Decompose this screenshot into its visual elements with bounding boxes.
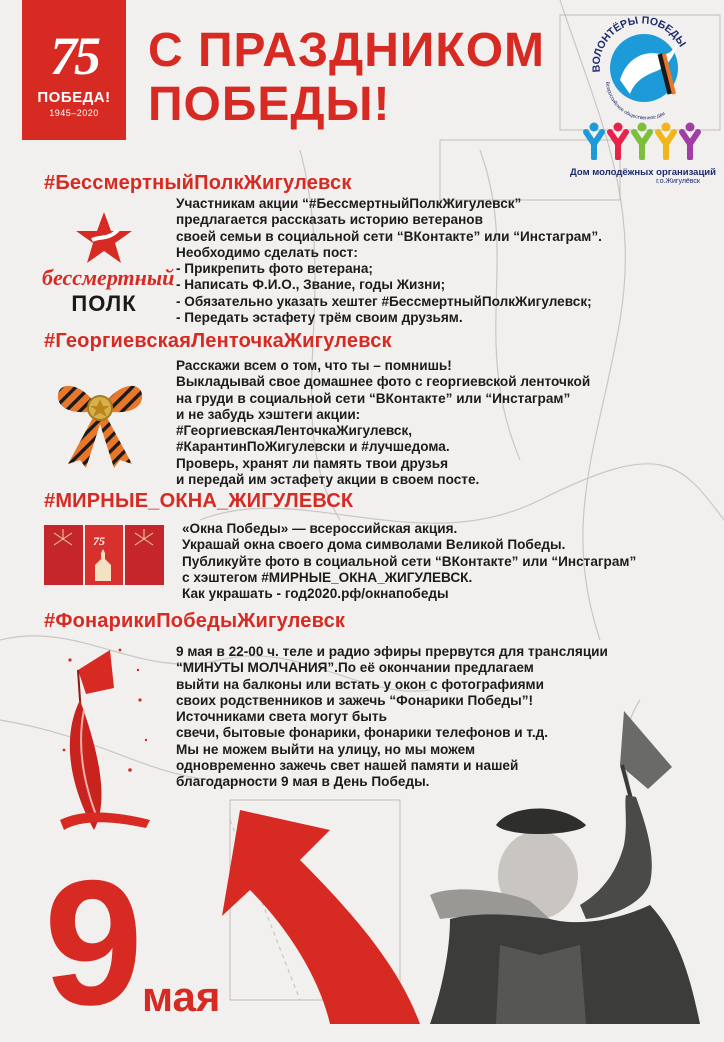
text-line: «Окна Победы» — всероссийская акция. — [182, 521, 458, 536]
volunteers-logo — [586, 10, 698, 120]
text-line: Расскажи всем о том, что ты – помнишь! — [176, 358, 452, 373]
title-line-1: С ПРАЗДНИКОМ — [148, 24, 546, 77]
victory-windows-image — [44, 525, 164, 585]
text-line: 9 мая в 22-00 ч. теле и радио эфиры прервутся для трансляции — [176, 644, 608, 659]
text-line: Украшай окна своего дома символами Великой Победы. — [182, 537, 566, 553]
text-line: свечи, бытовые фонарики, фонарики телефонов и т.д. — [176, 725, 549, 741]
date-month: мая — [142, 973, 221, 1020]
immortal-regiment-logo — [42, 210, 175, 316]
window-panel-center — [85, 525, 124, 585]
volunteers-subtitle: Всероссийское общественное дви — [603, 81, 667, 120]
text-line: - Передать эстафету трём своим друзьям. — [176, 310, 463, 326]
text-line: своих родственников и зажечь “Фонарики Победы”! — [176, 692, 534, 708]
section-hashtag-ribbon: #ГеоргиевскаяЛенточкаЖигулевск — [44, 330, 392, 352]
st-george-ribbon-icon — [50, 368, 150, 468]
window-panel-left — [44, 525, 83, 585]
date-day: 9 — [44, 843, 143, 1042]
text-line: одновременно зажечь свет нашей памяти и нашей — [176, 758, 519, 774]
logo-word: ПОБЕДА! — [37, 88, 111, 106]
firework-icon — [44, 525, 82, 585]
text-line: “МИНУТЫ МОЛЧАНИЯ”.По её окончании предлагаем — [176, 660, 534, 676]
kremlin-icon — [85, 525, 123, 585]
logo-years: 1945–2020 — [49, 107, 99, 118]
title-line-2: ПОБЕДЫ! — [148, 78, 391, 131]
section-hashtag-lanterns: #ФонарикиПобедыЖигулевск — [44, 610, 346, 632]
polk-word: бессмертный — [42, 265, 175, 290]
signaller-girl-photo — [410, 705, 724, 1024]
section-hashtag-polk: #БессмертныйПолкЖигулевск — [44, 172, 352, 194]
text-line: #ГеоргиевскаяЛенточкаЖигулевск, — [176, 423, 413, 439]
text-line: Необходимо сделать пост: — [176, 244, 358, 260]
youth-house-city: г.о.Жигулёвск — [656, 178, 700, 185]
text-line: Мы не можем выйти на улицу, но мы можем — [176, 741, 476, 757]
text-line: Публикуйте фото в социальной сети “ВКонтакте” или “Инстаграм” — [182, 553, 637, 569]
text-line: Как украшать - год2020.рф/окнапобеды — [182, 586, 449, 602]
section-hashtag-windows: #МИРНЫЕ_ОКНА_ЖИГУЛЕВСК — [44, 490, 354, 512]
text-line: - Прикрепить фото ветерана; — [176, 261, 373, 277]
text-line: #КарантинПоЖигулевски и #лучшедома. — [176, 439, 450, 455]
svg-text:75: 75 — [92, 534, 105, 548]
text-line: благодарности 9 мая в День Победы. — [176, 774, 430, 790]
youth-house-name: Дом молодёжных организаций — [570, 167, 716, 178]
section-text-ribbon — [176, 358, 590, 488]
page-title — [148, 24, 568, 132]
text-line: Источниками света могут быть — [176, 709, 387, 725]
victory-75-logo — [22, 0, 126, 140]
people-icon — [578, 122, 708, 160]
text-line: выйти на балконы или встать у окон с фотографиями — [176, 676, 544, 692]
text-line: Участникам акции “#БессмертныйПолкЖигулевск” — [176, 196, 522, 211]
dove-icon — [586, 10, 698, 120]
text-line: - Обязательно указать хештег #БессмертныйПолкЖигулевск; — [176, 293, 592, 309]
text-line: Проверь, хранят ли память твои друзья — [176, 455, 449, 471]
text-line: - Написать Ф.И.О., Звание, годы Жизни; — [176, 277, 446, 293]
polk-sub: ПОЛК — [71, 291, 137, 316]
text-line: и передай им эстафету акции в своем посте. — [176, 472, 480, 488]
text-line: предлагается рассказать историю ветеранов — [176, 212, 483, 228]
section-text-polk — [176, 196, 602, 326]
text-line: своей семьи в социальной сети “ВКонтакте” или “Инстаграм”. — [176, 228, 602, 244]
text-line: и не забудь хэштеги акции: — [176, 406, 361, 422]
volunteers-title: ВОЛОНТЁРЫ ПОБЕДЫ — [590, 14, 689, 73]
logo-number: 75 — [50, 25, 98, 86]
firework-icon — [125, 525, 163, 585]
star-icon — [74, 210, 134, 266]
section-text-windows — [182, 521, 636, 602]
text-line: на груди в социальной сети “ВКонтакте” или “Инстаграм” — [176, 390, 571, 406]
window-panel-right — [125, 525, 164, 585]
text-line: Выкладывай свое домашнее фото с георгиевской ленточкой — [176, 374, 591, 390]
text-line: с хэштегом #МИРНЫЕ_ОКНА_ЖИГУЛЕВСК. — [182, 569, 473, 585]
youth-house-logo — [568, 122, 718, 184]
